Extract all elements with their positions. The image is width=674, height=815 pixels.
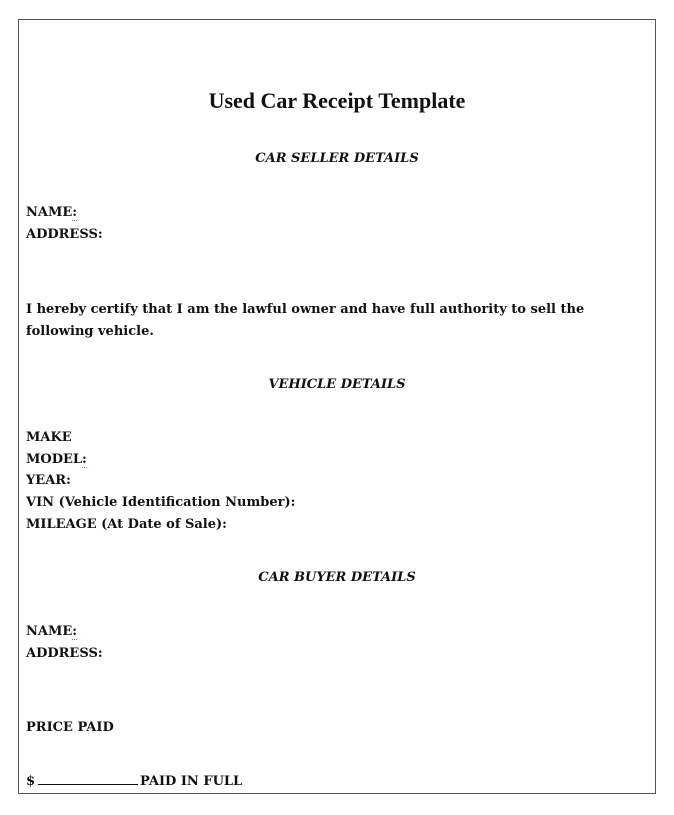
buyer-name-colon: : — [72, 624, 78, 639]
seller-name-line — [26, 202, 77, 224]
buyer-details-heading: CAR BUYER DETAILS — [258, 570, 416, 585]
document-title: Used Car Receipt Template — [208, 88, 466, 113]
seller-details-heading: CAR SELLER DETAILS — [255, 151, 419, 166]
buyer-name-label: NAME — [26, 624, 73, 639]
paid-in-full-label: PAID IN FULL — [140, 774, 243, 789]
seller-name-label: NAME — [26, 205, 73, 220]
seller-address-label: ADDRESS: — [26, 227, 103, 242]
price-amount-blank — [38, 772, 138, 785]
certification-statement: I hereby certify that I am the lawful owner and have full authority to sell the following vehicle. — [26, 302, 585, 339]
vehicle-model-colon: : — [82, 452, 87, 467]
seller-name-colon: : — [72, 205, 78, 220]
price-paid-label: PRICE PAID — [26, 720, 114, 735]
buyer-address-label: ADDRESS: — [26, 646, 103, 661]
buyer-name-line — [26, 621, 77, 643]
vehicle-mileage-label: MILEAGE (At Date of Sale): — [26, 517, 227, 532]
price-line — [26, 771, 242, 793]
vehicle-model-line — [26, 449, 87, 471]
vehicle-model-label: MODEL — [26, 452, 83, 467]
currency-symbol: $ — [26, 774, 36, 789]
vehicle-make-label: MAKE — [26, 430, 72, 445]
receipt-page — [18, 19, 656, 794]
vehicle-details-heading: VEHICLE DETAILS — [268, 377, 406, 392]
vehicle-vin-label: VIN (Vehicle Identification Number): — [26, 495, 296, 510]
vehicle-year-label: YEAR: — [26, 473, 71, 488]
